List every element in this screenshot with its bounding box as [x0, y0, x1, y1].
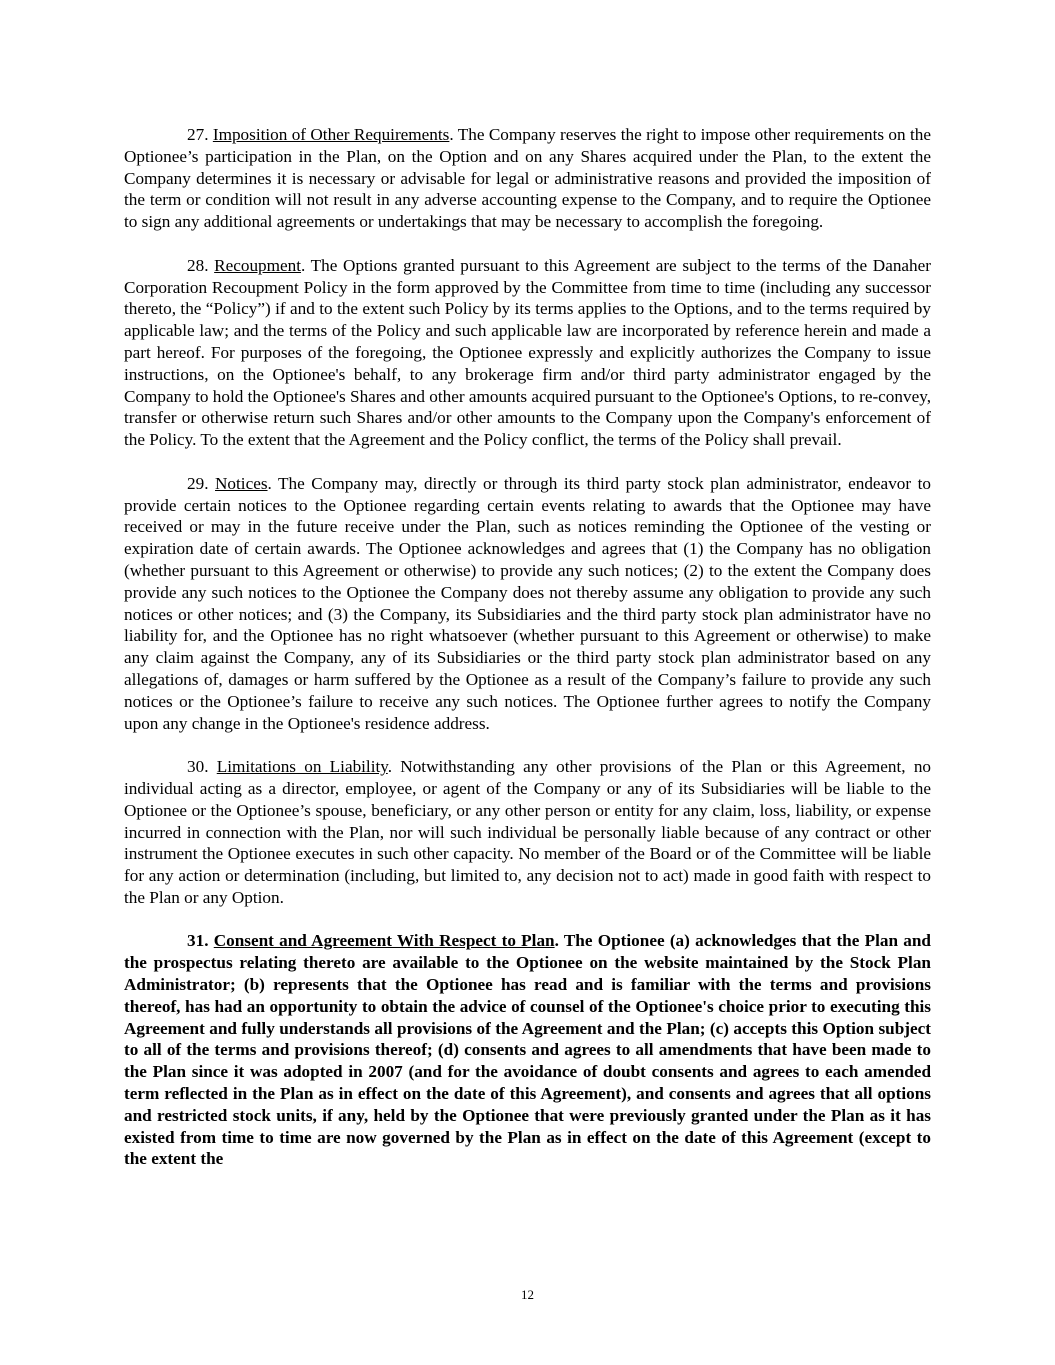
section-number: 31. — [187, 931, 209, 951]
section-heading: Consent and Agreement With Respect to Plan — [213, 931, 555, 951]
section-body: . The Company may, directly or through its third party stock plan administrator, endeavor to provide certain notices to the Optionee regarding certain events relating to awards that the Optionee may have received or may in the future receive under the Plan, such as notices reminding the Optionee of the vesting or expiration date of certain awards. The Optionee acknowledges and agrees that (1) the Company has no obligation (whether pursuant to this Agreement or otherwise) to provide any such notices; (2) to the extent the Company does provide any such notices to the Optionee the Company does not thereby assume any obligation to provide any such notices or other notices; and (3) the Company, its Subsidiaries and the third party stock plan administrator have no liability for, and the Optionee has no right whatsoever (whether pursuant to this Agreement or otherwise) to make any claim against the Company, any of its Subsidiaries or the third party stock plan administrator based on any allegations of, damages or harm suffered by the Optionee as a result of the Company’s failure to provide any such notices or the Optionee’s failure to receive any such notices. The Optionee further agrees to notify the Company upon any change in the Optionee's residence address. — [124, 473, 931, 733]
section-body: . The Company reserves the right to impose other requirements on the Optionee’s participation in the Plan, on the Option and on any Shares acquired under the Plan, to the extent the Company determines it is necessary or advisable for legal or administrative reasons and provided the imposition of the term or condition will not result in any adverse accounting expense to the Company, and to require the Optionee to sign any additional agreements or undertakings that may be necessary to accomplish the foregoing. — [124, 125, 931, 232]
section-number: 30. — [187, 757, 209, 777]
section-number: 27. — [187, 125, 209, 144]
document-page — [124, 124, 931, 1192]
section-number: 29. — [187, 473, 209, 493]
section-heading: Imposition of Other Requirements — [212, 125, 450, 144]
section-heading: Notices — [215, 473, 268, 493]
section-30 — [124, 756, 931, 909]
section-body: . Notwithstanding any other provisions of the Plan or this Agreement, no individual acting as a director, employee, or agent of the Company or any of its Subsidiaries will be liable to the Optionee or the Optionee’s spouse, beneficiary, or any other person or entity for any claim, loss, liability, or expense incurred in connection with the Plan, nor will such individual be personally liable because of any contract or other instrument the Optionee executes in such other capacity. No member of the Board or of the Committee will be liable for any action or determination (including, but limited to, any decision not to act) made in good faith with respect to the Plan or any Option. — [124, 757, 932, 907]
section-body: . The Optionee (a) acknowledges that the Plan and the prospectus relating thereto are available to the Optionee on the website maintained by the Stock Plan Administrator; (b) represents that the Optionee has read and is familiar with the terms and provisions thereof, has had an opportunity to obtain the advice of counsel of the Optionee's choice prior to executing this Agreement and fully understands all provisions of the Agreement and the Plan; (c) accepts this Option subject to all of the terms and provisions thereof; (d) consents and agrees to all amendments that have been made to the Plan since it was adopted in 2007 (and for the avoidance of doubt consents and agrees to each amended term reflected in the Plan as in effect on the date of this Agreement), and consents and agrees that all options and restricted stock units, if any, held by the Optionee that were previously granted under the Plan as it has existed from time to time are now governed by the Plan as in effect on the date of this Agreement (except to the extent the — [124, 931, 931, 1169]
section-27 — [124, 124, 931, 233]
section-body: . The Options granted pursuant to this Agreement are subject to the terms of the Danaher Corporation Recoupment Policy in the form approved by the Committee from time to time (including any successor thereto, the “Policy”) if and to the extent such Policy by its terms applies to the Options, and to the terms required by applicable law; and the terms of the Policy and such applicable law are incorporated by reference herein and made a part hereof. For purposes of the foregoing, the Optionee expressly and explicitly authorizes the Company to issue instructions, on the Optionee's behalf, to any brokerage firm and/or third party administrator engaged by the Company to hold the Optionee's Shares and other amounts acquired pursuant to the Optionee's Options, to re-convey, transfer or otherwise return such Shares and/or other amounts to the Company upon the Company's enforcement of the Policy. To the extent that the Agreement and the Policy conflict, the terms of the Policy shall prevail. — [124, 255, 932, 450]
section-31 — [124, 930, 931, 1170]
section-28 — [124, 255, 931, 451]
section-29 — [124, 473, 931, 735]
section-heading: Limitations on Liability — [216, 757, 388, 777]
page-number: 12 — [521, 1287, 534, 1302]
section-number: 28. — [187, 255, 209, 275]
section-heading: Recoupment — [214, 255, 302, 275]
